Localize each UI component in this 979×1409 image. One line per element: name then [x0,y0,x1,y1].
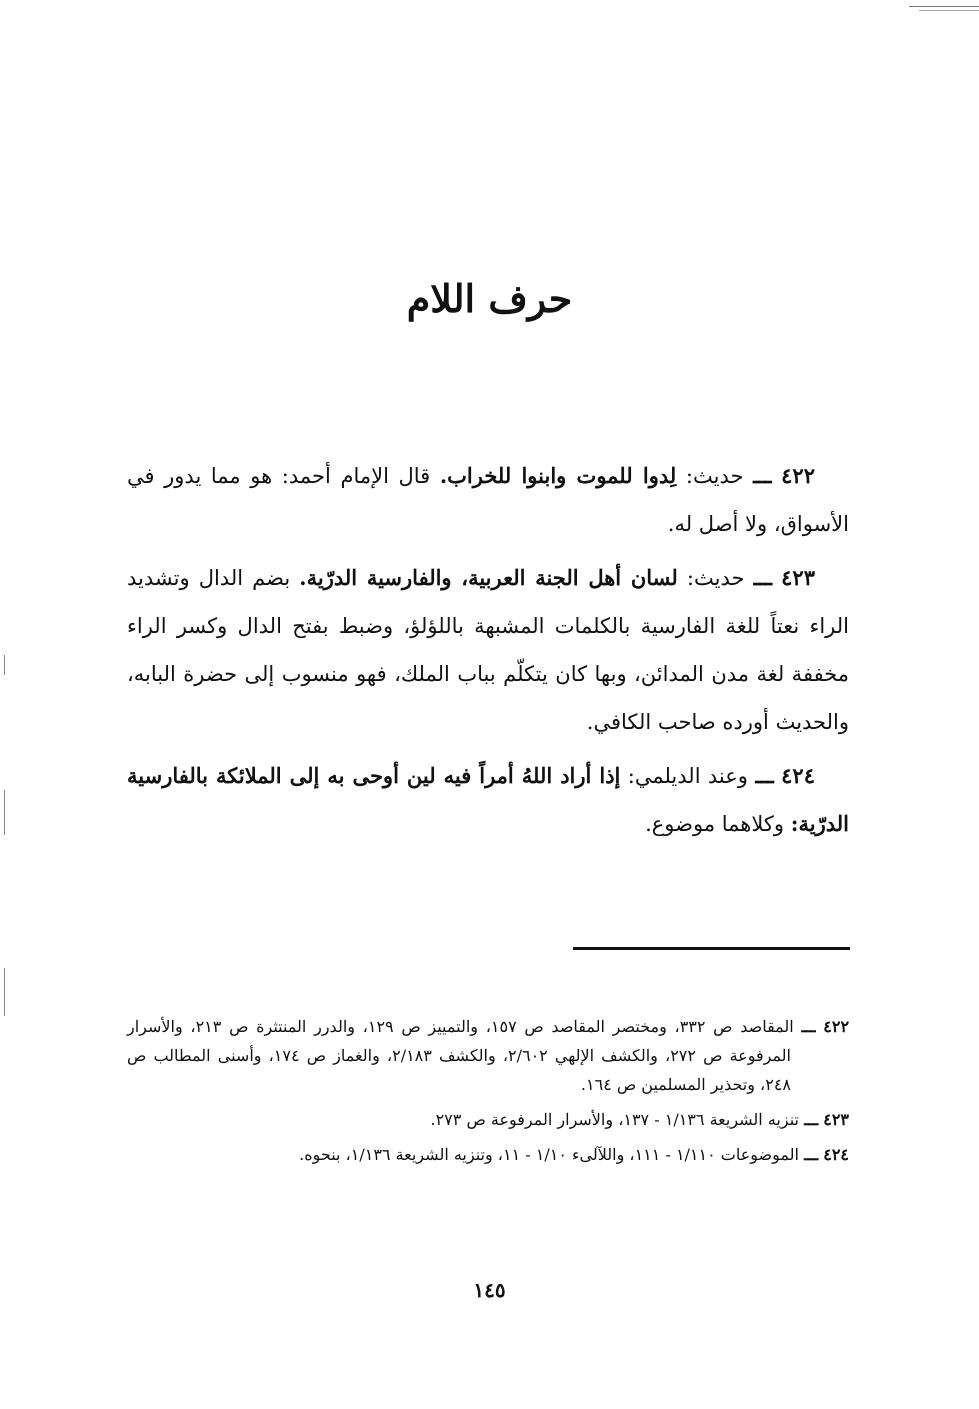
entry-dash: ـــ [755,763,774,788]
entry-number: ٤٢٤ [781,763,815,788]
footnote [127,1105,849,1134]
entry-lead: وعند الديلمي: [627,764,748,788]
scan-edge-mark [919,10,979,11]
scan-margin-mark [4,968,5,1016]
footnote-number: ٤٢٢ [823,1017,850,1036]
scan-margin-mark [4,790,5,835]
footnote [127,1012,849,1099]
entry-commentary: بضم الدال وتشديد الراء نعتاً للغة الفارسية بالكلمات المشبهة باللؤلؤ، وضبط بفتح الدال وكسر الراء مخففة لغة مدن المدائن، وبها كان يتكلّم بباب الملك، فهو منسوب إلى حضرة البابه، والحديث أورده صاحب الكافي. [127,566,849,734]
footnote-text: المقاصد ص ٣٣٢، ومختصر المقاصد ص ١٥٧، والتمييز ص ١٢٩، والدرر المنتثرة ص ٢١٣، والأسرار المرفوعة ص ٢٧٢، والكشف الإلهي ٢/٦٠٢، والكشف ٢/١٨٣، والغماز ص ١٧٤، وأسنى المطالب ص ٢٤٨، وتحذير المسلمين ص ١٦٤. [127,1017,794,1094]
entry [127,554,849,746]
entry [127,452,849,548]
entry-hadith: إذا أراد اللهُ أمراً فيه لين أوحى به إلى الملائكة بالفارسية الدرّية: [127,763,849,836]
page-number: ١٤٥ [473,1278,506,1302]
entry-number: ٤٢٢ [781,463,815,488]
footnote-dash: ـــ [804,1110,819,1129]
chapter-heading: حرف اللام [406,276,573,321]
entry-hadith: لِدوا للموت وابنوا للخراب. [439,463,677,488]
entry-commentary: قال الإمام أحمد: هو مما يدور في الأسواق، ولا أصل له. [127,464,849,536]
scan-margin-mark [4,655,5,675]
footnote-text: تنزيه الشريعة ١/١٣٦ - ١٣٧، والأسرار المرفوعة ص ٢٧٣. [430,1110,799,1129]
footnote-dash: ـــ [804,1145,819,1164]
footnote-number: ٤٢٣ [823,1110,849,1129]
entry-dash: ـــ [753,565,773,590]
footnote-separator [573,947,850,950]
entry-hadith: لسان أهل الجنة العربية، والفارسية الدرّية. [299,565,678,590]
entry [127,752,849,848]
footnote-text: الموضوعات ١/١١٠ - ١١١، واللآلىء ١/١٠ - ١١، وتنزيه الشريعة ١/١٣٦، بنحوه. [299,1145,799,1164]
entry-commentary: وكلاهما موضوع. [645,812,785,836]
main-text [127,452,849,854]
entry-dash: ـــ [753,463,772,488]
scan-edge-mark [909,6,979,7]
footnotes [127,1012,849,1175]
entry-lead: حديث: [685,464,744,488]
entry-number: ٤٢٣ [781,565,815,590]
footnote [127,1140,849,1169]
footnote-dash: ـــ [801,1017,816,1036]
footnote-number: ٤٢٤ [823,1145,849,1164]
entry-lead: حديث: [686,566,745,590]
